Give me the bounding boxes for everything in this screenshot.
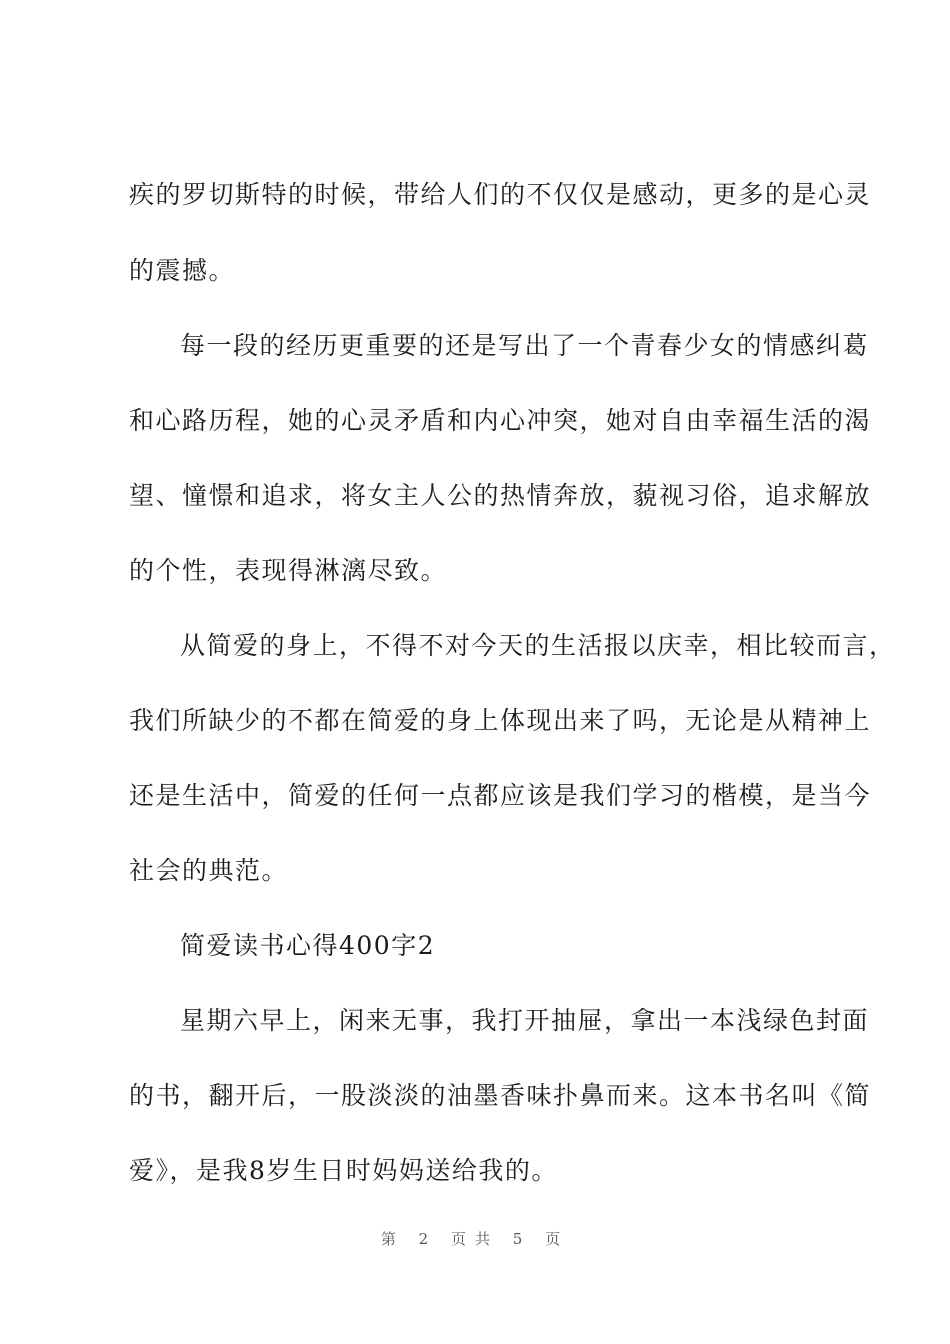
text-line: 疾的罗切斯特的时候，带给人们的不仅仅是感动，更多的是心灵 (129, 180, 872, 209)
text-line: 的震撼。 (129, 256, 236, 285)
text-line: 每一段的经历更重要的还是写出了一个青春少女的情感纠葛 (180, 331, 870, 360)
text-line: 望、憧憬和追求，将女主人公的热情奔放，藐视习俗，追求解放 (129, 481, 872, 510)
section-heading: 简爱读书心得400字2 (180, 931, 436, 960)
text-line: 的书，翻开后，一股淡淡的油墨香味扑鼻而来。这本书名叫《简 (129, 1081, 872, 1110)
text-line: 和心路历程，她的心灵矛盾和内心冲突，她对自由幸福生活的渴 (129, 406, 872, 435)
text-line: 还是生活中，简爱的任何一点都应该是我们学习的楷模，是当今 (129, 781, 872, 810)
text-line: 星期六早上，闲来无事，我打开抽屉，拿出一本浅绿色封面 (180, 1006, 870, 1035)
page-footer: 第 2 页共 5 页 (380, 1230, 570, 1248)
text-line: 爱》，是我8岁生日时妈妈送给我的。 (129, 1156, 558, 1185)
text-line: 我们所缺少的不都在简爱的身上体现出来了吗，无论是从精神上 (129, 706, 872, 735)
text-line: 从简爱的身上，不得不对今天的生活报以庆幸，相比较而言， (180, 631, 896, 660)
text-line: 社会的典范。 (129, 856, 289, 885)
text-line: 的个性，表现得淋漓尽致。 (129, 556, 448, 585)
